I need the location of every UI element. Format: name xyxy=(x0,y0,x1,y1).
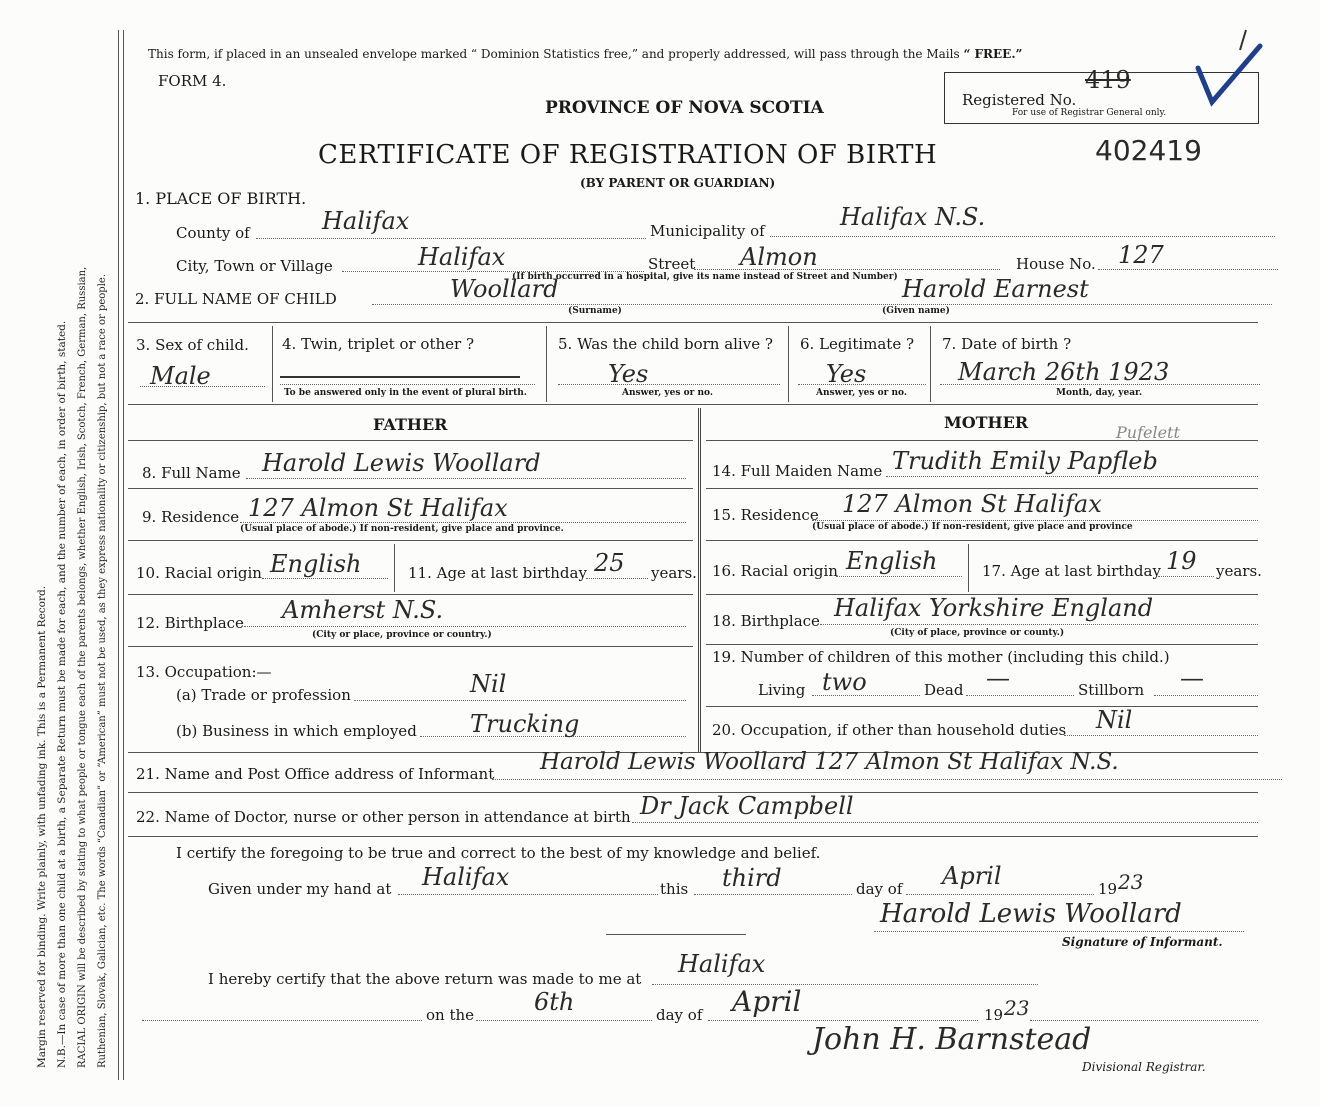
given-year-value: 23 xyxy=(1118,870,1144,894)
given-name-caption: (Given name) xyxy=(882,306,950,316)
municipality-value: Halifax N.S. xyxy=(840,203,986,231)
registrar-day: 6th xyxy=(534,988,575,1016)
mother-birthplace-label: 18. Birthplace xyxy=(712,612,820,630)
father-age-label: 11. Age at last birthday xyxy=(408,564,587,582)
sex-label: 3. Sex of child. xyxy=(136,336,249,354)
twin-note: To be answered only in the event of plural birth. xyxy=(284,388,527,398)
stillborn-label: Stillborn xyxy=(1078,681,1145,699)
mother-name-label: 14. Full Maiden Name xyxy=(712,462,883,480)
father-trade-label: (a) Trade or profession xyxy=(176,686,351,704)
margin-note-1: Margin reserved for binding. Write plainly, with unfading ink. This is a Permanent Record. xyxy=(36,585,48,1068)
page-subtitle: (BY PARENT OR GUARDIAN) xyxy=(580,176,776,190)
informant-signature: Harold Lewis Woollard xyxy=(880,899,1182,929)
check-mark-icon xyxy=(1190,28,1270,108)
mother-birthplace-note: (City of place, province or county.) xyxy=(890,628,1065,638)
margin-rule xyxy=(118,30,119,1080)
this-day-value: third xyxy=(722,864,782,892)
dob-note: Month, day, year. xyxy=(1056,388,1143,398)
father-residence-note: (Usual place of abode.) If non-resident, give place and province. xyxy=(240,524,564,534)
father-age-value: 25 xyxy=(594,549,625,577)
mother-residence-value: 127 Almon St Halifax xyxy=(842,490,1102,518)
registrar-statement: I hereby certify that the above return was made to me at xyxy=(208,970,642,988)
informant-label: 21. Name and Post Office address of Informant xyxy=(136,765,495,783)
mother-residence-label: 15. Residence xyxy=(712,506,819,524)
margin-rule-inner xyxy=(123,30,124,1080)
father-occupation-label: 13. Occupation:— xyxy=(136,663,272,681)
county-label: County of xyxy=(176,224,250,242)
postal-notice: This form, if placed in an unsealed envelope marked “ Dominion Statistics free,” and properly addressed, will pass through the Mails “ FREE.” xyxy=(148,47,1023,61)
registrar-day-of-label: day of xyxy=(656,1006,703,1024)
mother-birthplace-value: Halifax Yorkshire England xyxy=(834,594,1154,622)
dead-value: — xyxy=(986,664,1010,692)
mother-racial-value: English xyxy=(846,547,938,575)
father-trade-value: Nil xyxy=(470,670,507,698)
street-label: Street xyxy=(648,255,696,273)
child-name-label: 2. FULL NAME OF CHILD xyxy=(135,290,337,308)
father-birthplace-value: Amherst N.S. xyxy=(282,596,444,624)
mother-occupation-label: 20. Occupation, if other than household duties xyxy=(712,721,1067,739)
margin-note-3: RACIAL ORIGIN will be described by stating to what people or tongue each of the parents belongs, whether English, Irish, Scotch, French, German, Russian, xyxy=(77,266,88,1068)
alive-note: Answer, yes or no. xyxy=(622,388,713,398)
legitimate-note: Answer, yes or no. xyxy=(816,388,907,398)
certificate-number: 402419 xyxy=(1095,134,1202,167)
legitimate-value: Yes xyxy=(826,360,867,388)
municipality-label: Municipality of xyxy=(650,222,765,240)
form-number: FORM 4. xyxy=(158,72,227,90)
alive-label: 5. Was the child born alive ? xyxy=(558,335,773,353)
father-birthplace-label: 12. Birthplace xyxy=(136,614,244,632)
mother-residence-note: (Usual place of abode.) If non-resident, give place and province xyxy=(812,522,1133,532)
margin-note-2: N.B.—In case of more than one child at a birth, a Separate Return must be made for each, and the number of each, in order of birth, stated. xyxy=(56,320,68,1068)
father-age-unit: years. xyxy=(651,564,697,582)
page-title: CERTIFICATE OF REGISTRATION OF BIRTH xyxy=(318,140,938,170)
father-business-label: (b) Business in which employed xyxy=(176,722,417,740)
given-year-prefix: 19 xyxy=(1098,880,1118,898)
mother-age-value: 19 xyxy=(1166,547,1197,575)
signature-caption: Signature of Informant. xyxy=(1062,935,1223,949)
twin-label: 4. Twin, triplet or other ? xyxy=(282,335,474,353)
father-business-value: Trucking xyxy=(470,710,580,738)
surname-caption: (Surname) xyxy=(568,306,622,316)
father-residence-label: 9. Residence xyxy=(142,508,240,526)
city-value: Halifax xyxy=(418,243,506,271)
father-racial-value: English xyxy=(270,550,362,578)
place-of-birth-heading: 1. PLACE OF BIRTH. xyxy=(135,189,307,208)
street-value: Almon xyxy=(740,243,818,271)
registrar-caption: Divisional Registrar. xyxy=(1082,1060,1206,1074)
mother-name-correction: Pufelett xyxy=(1116,423,1180,442)
given-label: Given under my hand at xyxy=(208,880,392,898)
living-value: two xyxy=(822,668,867,696)
house-value: 127 xyxy=(1118,241,1164,269)
province-heading: PROVINCE OF NOVA SCOTIA xyxy=(545,98,824,118)
dob-label: 7. Date of birth ? xyxy=(942,335,1072,353)
registered-label: Registered No. xyxy=(962,91,1077,109)
stillborn-value: — xyxy=(1180,664,1204,692)
child-given-name: Harold Earnest xyxy=(902,275,1089,303)
father-heading: FATHER xyxy=(373,415,448,434)
this-label: this xyxy=(660,880,689,898)
registrar-use-note: For use of Registrar General only. xyxy=(1012,108,1167,118)
father-birthplace-note: (City or place, province or country.) xyxy=(312,630,492,640)
city-label: City, Town or Village xyxy=(176,257,333,275)
mother-age-label: 17. Age at last birthday xyxy=(982,562,1161,580)
father-name-label: 8. Full Name xyxy=(142,464,241,482)
certify-statement: I certify the foregoing to be true and correct to the best of my knowledge and belief. xyxy=(176,844,821,862)
dob-value: March 26th 1923 xyxy=(958,358,1170,386)
mother-age-unit: years. xyxy=(1216,562,1262,580)
sex-value: Male xyxy=(150,362,211,390)
registrar-year-prefix: 19 xyxy=(984,1006,1004,1024)
mother-children-label: 19. Number of children of this mother (including this child.) xyxy=(712,648,1170,666)
alive-value: Yes xyxy=(608,360,649,388)
father-residence-value: 127 Almon St Halifax xyxy=(248,494,508,522)
registrar-month: April xyxy=(732,985,802,1018)
child-surname: Woollard xyxy=(450,275,559,303)
mother-heading: MOTHER xyxy=(944,413,1029,432)
mother-name-value: Trudith Emily Papfleb xyxy=(892,447,1158,475)
registered-value: 419 xyxy=(1085,66,1131,94)
house-label: House No. xyxy=(1016,255,1096,273)
registrar-place: Halifax xyxy=(678,950,766,978)
doctor-value: Dr Jack Campbell xyxy=(640,792,854,820)
mother-racial-label: 16. Racial origin xyxy=(712,562,838,580)
mother-occupation-value: Nil xyxy=(1096,706,1133,734)
margin-note-4: Ruthenian, Slovak, Galician, etc. The words “Canadian” or “American” must not be used, as they express nationality or citizenship, but not a race or people. xyxy=(97,273,108,1068)
informant-value: Harold Lewis Woollard 127 Almon St Halifax N.S. xyxy=(540,749,1119,775)
doctor-label: 22. Name of Doctor, nurse or other person in attendance at birth xyxy=(136,808,631,826)
legitimate-label: 6. Legitimate ? xyxy=(800,335,915,353)
county-value: Halifax xyxy=(322,207,410,235)
given-month: April xyxy=(942,862,1002,890)
day-of-label: day of xyxy=(856,880,903,898)
father-name-value: Harold Lewis Woollard xyxy=(262,449,541,477)
dead-label: Dead xyxy=(924,681,964,699)
living-label: Living xyxy=(758,681,806,699)
registrar-year-value: 23 xyxy=(1004,996,1030,1020)
given-place: Halifax xyxy=(422,863,510,891)
on-the-label: on the xyxy=(426,1006,475,1024)
registrar-signature: John H. Barnstead xyxy=(812,1022,1092,1057)
street-note: (If birth occurred in a hospital, give its name instead of Street and Number) xyxy=(512,272,898,282)
father-racial-label: 10. Racial origin xyxy=(136,564,262,582)
